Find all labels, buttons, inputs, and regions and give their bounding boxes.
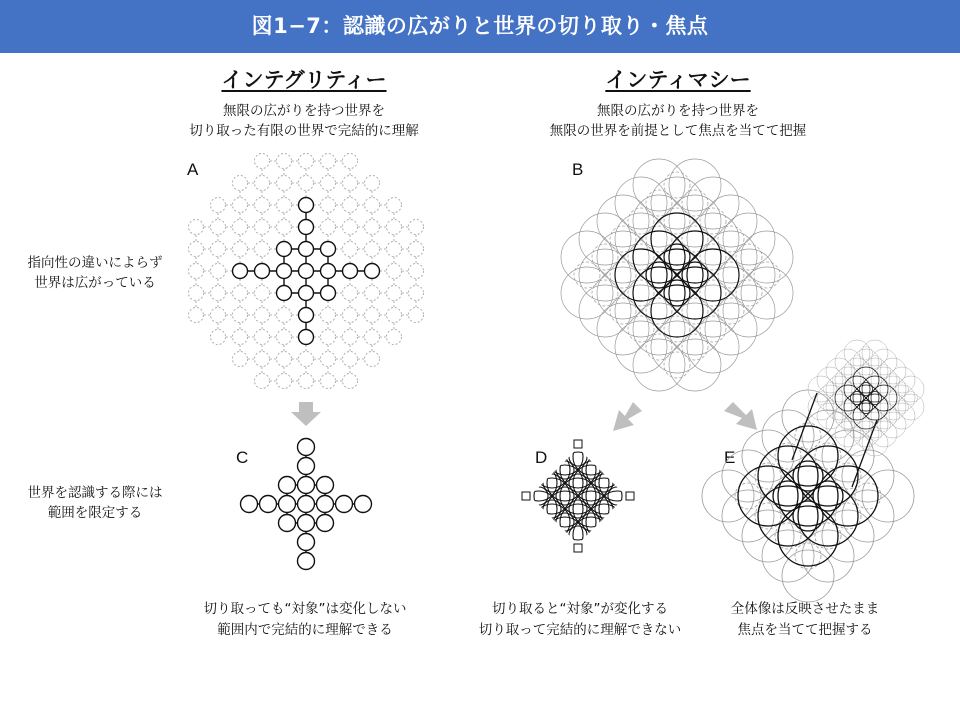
circle-faint	[669, 159, 721, 211]
caption-c-line2: 範囲内で完結的に理解できる	[217, 622, 393, 638]
circle-faint	[718, 262, 744, 288]
circle-faint	[826, 358, 852, 384]
panel-label-c: C	[236, 448, 249, 467]
grid-node-faint	[321, 176, 336, 191]
grid-node-faint	[321, 374, 336, 389]
arrow-to-d	[613, 402, 642, 431]
grid-node-faint	[343, 374, 358, 389]
circle-faint	[887, 410, 900, 423]
grid-node-faint	[255, 198, 270, 213]
intimacy-heading: インティマシー	[605, 68, 751, 92]
grid-node-faint	[189, 220, 204, 235]
circle-faint	[826, 412, 852, 438]
grid-node-faint	[321, 154, 336, 169]
grid-node-faint	[299, 352, 314, 367]
diagram-d-cut-circles	[521, 439, 635, 553]
side-note-limit-line1: 世界を認識する際には	[27, 485, 163, 501]
circle-faint	[574, 262, 600, 288]
circle-faint	[646, 190, 672, 216]
caption-d-line2: 切り取って完結的に理解できない	[478, 622, 682, 638]
side-note-world-line2: 世界は広がっている	[34, 275, 156, 291]
grid-node	[317, 496, 334, 513]
figure-title: 図1−7：認識の広がりと世界の切り取り・焦点	[251, 14, 709, 38]
grid-node-faint	[321, 220, 336, 235]
grid-node-faint	[387, 242, 402, 257]
corner-stub	[522, 492, 530, 500]
grid-node	[321, 264, 336, 279]
grid-node	[343, 264, 358, 279]
circle-faint	[682, 190, 708, 216]
circle-faint	[646, 334, 672, 360]
circle-faint	[844, 340, 870, 366]
grid-node-faint	[233, 286, 248, 301]
circle-faint	[862, 470, 914, 522]
circle-faint	[592, 280, 618, 306]
circle-faint	[842, 490, 894, 542]
diagram-e-focused-circles	[702, 390, 914, 602]
grid-node-faint	[211, 264, 226, 279]
grid-node-faint	[365, 308, 380, 323]
circle-faint	[808, 376, 834, 402]
grid-node	[299, 286, 314, 301]
grid-node-faint	[387, 220, 402, 235]
grid-node-faint	[387, 330, 402, 345]
grid-node-faint	[277, 308, 292, 323]
circle-faint	[802, 530, 854, 582]
circle-faint	[597, 303, 649, 355]
grid-node-faint	[343, 286, 358, 301]
grid-node-faint	[211, 308, 226, 323]
grid-node	[299, 308, 314, 323]
grid-node-faint	[255, 176, 270, 191]
circle-cut	[586, 504, 622, 540]
grid-node	[260, 496, 277, 513]
grid-node-faint	[321, 198, 336, 213]
grid-node-faint	[255, 308, 270, 323]
grid-node	[298, 496, 315, 513]
grid-node-faint	[233, 330, 248, 345]
grid-node-faint	[277, 176, 292, 191]
circle-faint	[871, 349, 897, 375]
grid-node-faint	[255, 374, 270, 389]
grid-node-faint	[189, 308, 204, 323]
circle-faint	[822, 510, 874, 562]
diagram-e-overview-thumbnail	[808, 340, 924, 456]
circle-faint	[633, 339, 685, 391]
diagram-c-cut-grid	[241, 439, 372, 570]
grid-node-faint	[365, 176, 380, 191]
grid-node	[233, 264, 248, 279]
circle-focused	[778, 426, 838, 486]
grid-node-faint	[277, 330, 292, 345]
caption-e-line1: 全体像は反映させたまま	[730, 601, 880, 617]
grid-node-faint	[211, 286, 226, 301]
grid-node	[277, 242, 292, 257]
circle-faint	[878, 419, 891, 432]
circle-faint	[610, 262, 636, 288]
circle-faint	[889, 403, 915, 429]
grid-node-faint	[255, 330, 270, 345]
grid-node	[298, 553, 315, 570]
circle-focused	[818, 466, 878, 526]
grid-node-faint	[343, 198, 358, 213]
circle-focused	[798, 486, 858, 546]
grid-node	[299, 220, 314, 235]
intimacy-subtitle-line1: 無限の広がりを持つ世界を	[597, 103, 759, 119]
circle-faint	[835, 421, 861, 447]
circle-faint	[736, 280, 762, 306]
grid-node-faint	[255, 286, 270, 301]
circle-faint	[669, 339, 721, 391]
diagram-a-grid	[189, 154, 424, 389]
circle-faint	[722, 450, 774, 502]
circle-faint	[889, 367, 915, 393]
grid-node-faint	[409, 286, 424, 301]
grid-node-faint	[233, 220, 248, 235]
circle-faint	[664, 172, 690, 198]
grid-node-faint	[255, 220, 270, 235]
intimacy-subtitle-line2: 無限の世界を前提として焦点を当てて把握	[549, 123, 807, 139]
circle-focused	[869, 392, 882, 405]
grid-node-faint	[321, 330, 336, 345]
grid-node-faint	[321, 352, 336, 367]
circle-faint	[700, 208, 726, 234]
grid-node	[321, 242, 336, 257]
grid-node-faint	[233, 198, 248, 213]
circle-faint	[817, 403, 843, 429]
grid-node-faint	[409, 264, 424, 279]
grid-node-faint	[343, 242, 358, 257]
circle-faint	[687, 177, 739, 229]
grid-node	[336, 496, 353, 513]
grid-node-faint	[299, 176, 314, 191]
circle-faint	[754, 262, 780, 288]
circle-faint	[597, 195, 649, 247]
circle-faint	[628, 316, 654, 342]
grid-node	[317, 477, 334, 494]
circle-faint	[561, 231, 613, 283]
grid-node-faint	[343, 220, 358, 235]
circle-focused	[758, 486, 818, 546]
panel-label-d: D	[535, 448, 548, 467]
grid-node-faint	[189, 286, 204, 301]
grid-node	[317, 515, 334, 532]
circle-faint	[561, 267, 613, 319]
side-note-world-line1: 指向性の違いによらず	[27, 255, 163, 271]
grid-node-faint	[211, 330, 226, 345]
grid-node-faint	[233, 352, 248, 367]
corner-stub	[626, 492, 634, 500]
circle-faint	[682, 334, 708, 360]
circle-faint	[880, 358, 906, 384]
clipped-circles	[521, 439, 635, 553]
circle-faint	[862, 430, 888, 456]
grid-node	[277, 264, 292, 279]
side-note-limit-line2: 範囲を限定する	[47, 505, 143, 521]
circle-faint	[700, 316, 726, 342]
circle-faint	[842, 450, 894, 502]
grid-node	[298, 515, 315, 532]
grid-node-faint	[277, 198, 292, 213]
circle-faint	[705, 303, 757, 355]
grid-node-faint	[277, 220, 292, 235]
grid-node-faint	[189, 264, 204, 279]
circle-focused	[758, 446, 818, 506]
circle-focused	[682, 262, 708, 288]
circle-faint	[898, 394, 924, 420]
grid-node-faint	[233, 176, 248, 191]
circle-faint	[610, 226, 636, 252]
grid-node-faint	[365, 352, 380, 367]
circle-faint	[822, 430, 874, 482]
caption-c-line1: 切り取っても“対象”は変化しない	[203, 601, 407, 617]
circle-faint	[723, 213, 775, 265]
circle-faint	[579, 213, 631, 265]
grid-node-faint	[299, 154, 314, 169]
circle-faint	[664, 316, 690, 342]
grid-node	[299, 198, 314, 213]
circle-faint	[705, 195, 757, 247]
grid-node-faint	[255, 352, 270, 367]
grid-node	[355, 496, 372, 513]
grid-node	[299, 264, 314, 279]
down-arrow	[291, 402, 321, 426]
circle-faint	[905, 392, 918, 405]
grid-node	[279, 477, 296, 494]
grid-node-faint	[277, 154, 292, 169]
integrity-heading: インテグリティー	[221, 68, 387, 92]
grid-node	[299, 330, 314, 345]
grid-node-faint	[189, 242, 204, 257]
circle-faint	[702, 470, 754, 522]
grid-node-faint	[277, 374, 292, 389]
circle-faint	[615, 321, 667, 373]
circle-faint	[579, 285, 631, 337]
grid-node-faint	[387, 264, 402, 279]
grid-node-faint	[211, 198, 226, 213]
circle-faint	[817, 367, 843, 393]
circle-faint	[782, 550, 834, 602]
integrity-subtitle-line2: 切り取った有限の世界で完結的に理解	[189, 123, 419, 139]
grid-node	[299, 242, 314, 257]
grid-node-faint	[365, 286, 380, 301]
circle-faint	[896, 401, 909, 414]
grid-node	[255, 264, 270, 279]
grid-node-faint	[343, 330, 358, 345]
grid-node-faint	[211, 242, 226, 257]
grid-node-faint	[233, 308, 248, 323]
circle-faint	[741, 267, 793, 319]
grid-node-faint	[365, 330, 380, 345]
circle-faint	[898, 376, 924, 402]
circle-faint	[664, 208, 690, 234]
grid-node	[298, 458, 315, 475]
integrity-subtitle-line1: 無限の広がりを持つ世界を	[223, 103, 385, 119]
circle-faint	[762, 410, 814, 462]
grid-node	[298, 439, 315, 456]
grid-node	[241, 496, 258, 513]
panel-label-b: B	[572, 160, 584, 179]
circle-faint	[835, 349, 861, 375]
grid-node	[298, 477, 315, 494]
arrow-to-e	[724, 402, 757, 430]
grid-node-faint	[211, 220, 226, 235]
circle-faint	[718, 298, 744, 324]
circle-focused	[738, 466, 798, 526]
grid-node-faint	[255, 242, 270, 257]
grid-node	[279, 515, 296, 532]
panel-label-e: E	[724, 448, 736, 467]
corner-stub	[574, 440, 582, 448]
grid-node	[298, 534, 315, 551]
circle-faint	[633, 159, 685, 211]
grid-node-faint	[387, 308, 402, 323]
circle-faint	[592, 244, 618, 270]
circle-faint	[610, 298, 636, 324]
circle-faint	[722, 490, 774, 542]
grid-node-faint	[387, 286, 402, 301]
grid-node-faint	[387, 198, 402, 213]
grid-node-faint	[343, 154, 358, 169]
grid-node-faint	[277, 352, 292, 367]
circle-focused	[778, 506, 838, 566]
grid-node-faint	[343, 176, 358, 191]
circle-faint	[687, 321, 739, 373]
circle-faint	[742, 430, 794, 482]
circle-faint	[862, 340, 888, 366]
grid-node-faint	[409, 220, 424, 235]
circle-faint	[723, 285, 775, 337]
grid-node-faint	[343, 352, 358, 367]
grid-node-faint	[365, 220, 380, 235]
circle-faint	[880, 412, 906, 438]
grid-node-faint	[321, 308, 336, 323]
grid-node-faint	[365, 242, 380, 257]
circle-faint	[741, 231, 793, 283]
circle-cut	[608, 487, 626, 505]
diagram-b-overlapping-circles	[561, 159, 793, 391]
caption-e-line2: 焦点を当てて把握する	[737, 622, 873, 638]
grid-node-faint	[409, 242, 424, 257]
caption-d-line1: 切り取ると“対象”が変化する	[492, 601, 668, 617]
grid-node-faint	[255, 154, 270, 169]
grid-node	[279, 496, 296, 513]
grid-node-faint	[343, 308, 358, 323]
circle-faint	[762, 530, 814, 582]
grid-node	[365, 264, 380, 279]
grid-node-faint	[233, 242, 248, 257]
corner-stub	[574, 544, 582, 552]
circle-faint	[742, 510, 794, 562]
grid-node-faint	[409, 308, 424, 323]
grid-node-faint	[299, 374, 314, 389]
circle-focused	[798, 446, 858, 506]
panel-label-a: A	[187, 160, 199, 179]
grid-node-faint	[365, 198, 380, 213]
grid-node	[277, 286, 292, 301]
circle-faint	[628, 208, 654, 234]
circle-focused	[778, 466, 838, 526]
grid-node	[321, 286, 336, 301]
circle-faint	[718, 226, 744, 252]
circle-faint	[664, 352, 690, 378]
circle-faint	[615, 177, 667, 229]
circle-faint	[736, 244, 762, 270]
